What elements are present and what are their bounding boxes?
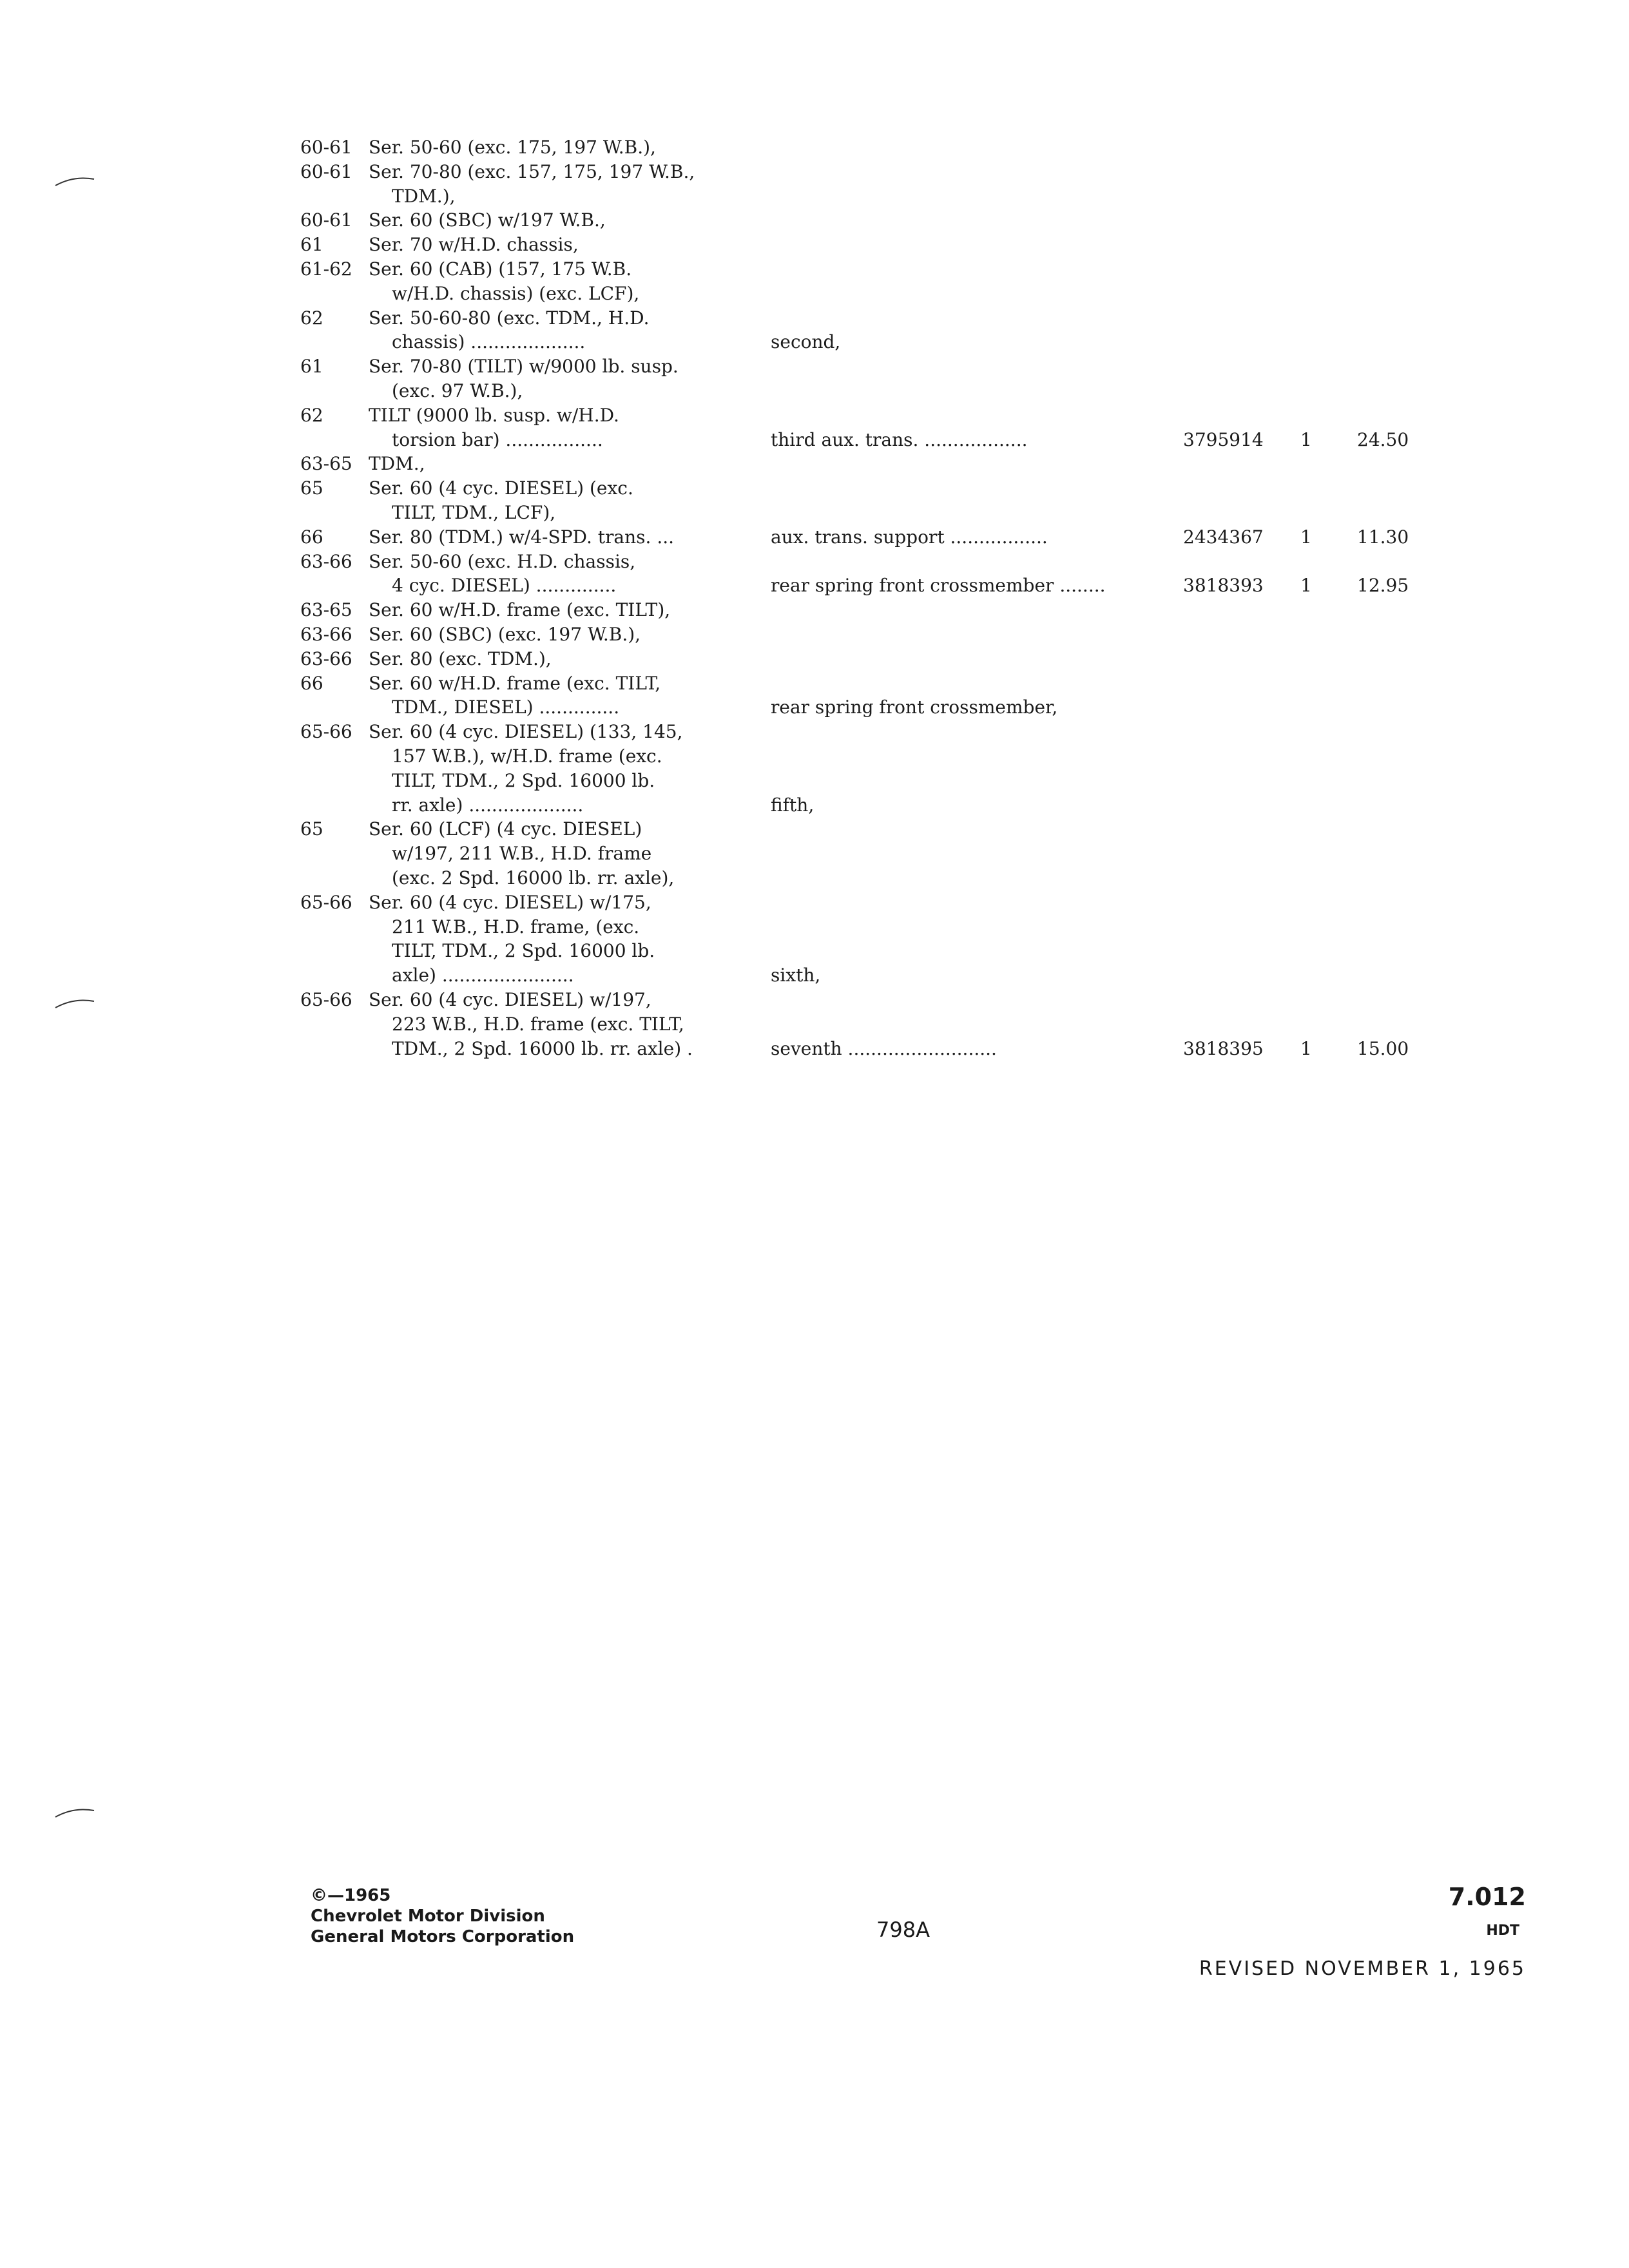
application-text: 4 cyc. DIESEL) .............. [392,575,617,596]
application-text: Ser. 50-60 (exc. 175, 197 W.B.), [369,137,656,158]
application-text: TDM.), [392,186,456,207]
application-text: TDM., DIESEL) .............. [392,697,620,718]
quantity: 1 [1300,575,1312,596]
model-years: 61-62 [300,258,352,280]
application-text: TILT, TDM., LCF), [392,502,556,523]
revision-date: REVISED NOVEMBER 1, 1965 [1199,1957,1526,1980]
price: 11.30 [1357,526,1409,548]
application-text: Ser. 50-60 (exc. H.D. chassis, [369,551,636,572]
application-text: torsion bar) ................. [392,429,603,450]
application-text: Ser. 60 w/H.D. frame (exc. TILT), [369,599,671,620]
copyright: ©—1965 [311,1886,391,1905]
application-text: 223 W.B., H.D. frame (exc. TILT, [392,1014,684,1035]
application-text: Ser. 60 (4 cyc. DIESEL) w/197, [369,989,651,1010]
model-years: 62 [300,405,323,426]
application-text: Ser. 70-80 (exc. 157, 175, 197 W.B., [369,161,695,182]
part-description: fifth, [771,794,815,816]
application-text: (exc. 97 W.B.), [392,380,523,401]
model-years: 65 [300,477,323,499]
application-text: Ser. 60 w/H.D. frame (exc. TILT, [369,673,661,694]
part-number: 3818393 [1183,575,1264,596]
part-description: seventh .......................... [771,1038,997,1059]
part-description: rear spring front crossmember, [771,697,1058,718]
model-years: 60-61 [300,161,352,182]
application-text: Ser. 60 (4 cyc. DIESEL) (exc. [369,477,633,499]
application-text: 211 W.B., H.D. frame, (exc. [392,916,640,937]
part-number: 2434367 [1183,526,1264,548]
model-years: 65-66 [300,892,352,913]
application-text: TILT, TDM., 2 Spd. 16000 lb. [392,770,655,791]
part-number: 3795914 [1183,429,1264,450]
section-number: 7.012 [1448,1883,1526,1911]
model-years: 62 [300,307,323,329]
application-text: TILT, TDM., 2 Spd. 16000 lb. [392,940,655,961]
price: 15.00 [1357,1038,1409,1059]
application-text: w/H.D. chassis) (exc. LCF), [392,283,640,304]
model-years: 66 [300,673,323,694]
application-text: Ser. 60 (CAB) (157, 175 W.B. [369,258,632,280]
application-text: chassis) .................... [392,331,586,352]
application-text: Ser. 50-60-80 (exc. TDM., H.D. [369,307,650,329]
model-years: 65-66 [300,989,352,1010]
application-text: TDM., [369,453,425,474]
model-years: 63-66 [300,648,352,669]
punch-mark [54,175,95,188]
application-text: Ser. 60 (SBC) (exc. 197 W.B.), [369,624,641,645]
page-number: 798A [876,1917,930,1942]
corporation-name: General Motors Corporation [311,1927,575,1946]
quantity: 1 [1300,429,1312,450]
division-name: Chevrolet Motor Division [311,1907,545,1926]
part-description: sixth, [771,965,821,986]
application-text: Ser. 60 (LCF) (4 cyc. DIESEL) [369,818,642,840]
publisher-block [311,1885,574,1947]
model-years: 63-65 [300,453,352,474]
application-text: Ser. 80 (exc. TDM.), [369,648,552,669]
model-years: 63-66 [300,551,352,572]
model-years: 61 [300,356,323,377]
application-text: TDM., 2 Spd. 16000 lb. rr. axle) . [392,1038,693,1059]
section-code: HDT [1486,1923,1519,1939]
application-text: Ser. 60 (4 cyc. DIESEL) w/175, [369,892,651,913]
application-text: Ser. 80 (TDM.) w/4-SPD. trans. ... [369,526,675,548]
part-description: aux. trans. support ................. [771,526,1048,548]
part-description: third aux. trans. .................. [771,429,1028,450]
application-text: 157 W.B.), w/H.D. frame (exc. [392,745,662,767]
price: 24.50 [1357,429,1409,450]
application-text: (exc. 2 Spd. 16000 lb. rr. axle), [392,867,675,889]
model-years: 63-65 [300,599,352,620]
application-text: TILT (9000 lb. susp. w/H.D. [369,405,619,426]
part-description: rear spring front crossmember ........ [771,575,1106,596]
price: 12.95 [1357,575,1409,596]
model-years: 65-66 [300,721,352,742]
application-text: rr. axle) .................... [392,794,584,816]
application-text: axle) ....................... [392,965,574,986]
application-text: Ser. 70-80 (TILT) w/9000 lb. susp. [369,356,679,377]
part-number: 3818395 [1183,1038,1264,1059]
model-years: 61 [300,234,323,255]
model-years: 60-61 [300,137,352,158]
application-text: Ser. 60 (SBC) w/197 W.B., [369,209,606,231]
punch-mark [54,997,95,1010]
application-text: w/197, 211 W.B., H.D. frame [392,843,652,864]
application-text: Ser. 60 (4 cyc. DIESEL) (133, 145, [369,721,683,742]
model-years: 60-61 [300,209,352,231]
model-years: 63-66 [300,624,352,645]
quantity: 1 [1300,526,1312,548]
model-years: 65 [300,818,323,840]
quantity: 1 [1300,1038,1312,1059]
application-text: Ser. 70 w/H.D. chassis, [369,234,579,255]
model-years: 66 [300,526,323,548]
punch-mark [54,1807,95,1820]
part-description: second, [771,331,841,352]
